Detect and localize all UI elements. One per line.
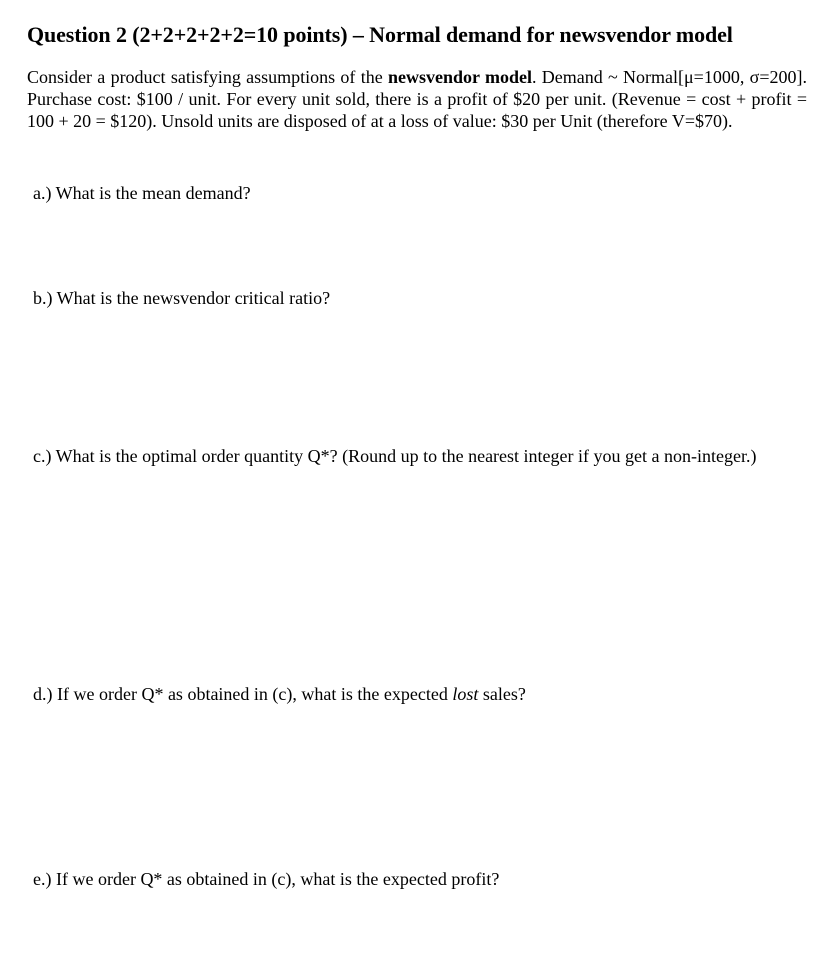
part-b-question: b.) What is the newsvendor critical ratio? [33,288,331,308]
part-d-italic-word: lost [452,684,479,704]
part-d-question [33,681,793,708]
question-title: Question 2 (2+2+2+2+2=10 points) – Normal demand for newsvendor model [27,22,733,47]
part-e-question: e.) If we order Q* as obtained in (c), what is the expected profit? [33,869,500,889]
question-intro [27,66,807,132]
part-d-text-start: d.) If we order Q* as obtained in (c), what is the expected [33,684,453,704]
part-d-text-end: sales? [478,684,526,704]
part-c-question: c.) What is the optimal order quantity Q*? (Round up to the nearest integer if you get a non-integer.) [33,446,757,466]
intro-bold-term: newsvendor model [388,67,532,87]
part-a-question: a.) What is the mean demand? [33,183,251,203]
intro-text-rest: . Demand ~ Normal[μ=1000, σ=200]. Purchase cost: $100 / unit. For every unit sold, there is a profit of $20 per unit. (Revenue = cost + profit = 100 + 20 = $120). Unsold units are disposed of at a loss of value: $30 per Unit (therefore V=$70). [27,67,807,131]
intro-text-start: Consider a product satisfying assumptions of the [27,67,388,87]
